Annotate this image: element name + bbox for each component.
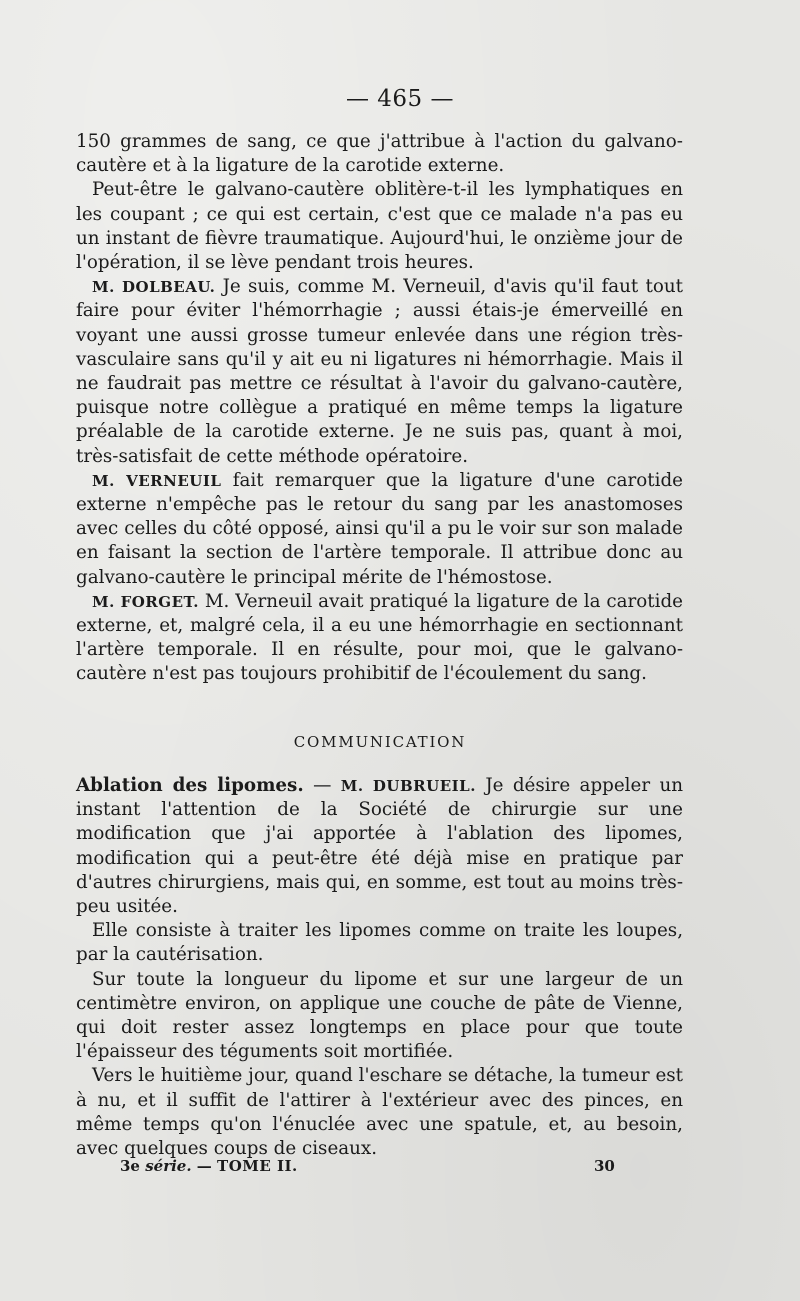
section-heading: COMMUNICATION: [293, 733, 467, 751]
paragraph: Peut-être le galvano-cautère oblitère-t-il les lymphatiques en les coupant ; ce qui est certain, c'est que ce malade n'a pas eu un instant de fièvre traumatique. Aujourd'hui, le onzième jour de l'opération, il se lève pendant trois heures.: [76, 179, 683, 274]
tome-label: TOME II.: [217, 1157, 298, 1175]
series-volume: [120, 1157, 298, 1175]
paragraph: 150 grammes de sang, ce que j'attribue à l'action du galvano-cautère et à la ligature de la carotide externe.: [76, 131, 683, 177]
title-separator: —: [303, 775, 341, 796]
speaker-name: M. VERNEUIL: [92, 471, 222, 490]
speaker-name: M. FORGET.: [92, 592, 199, 611]
paragraph: [76, 774, 683, 919]
paragraph: Elle consiste à traiter les lipomes comme on traite les loupes, par la cautérisation.: [76, 920, 683, 966]
footer-dash: —: [191, 1157, 218, 1175]
paragraph-text: Je désire appeler un instant l'attention de la Société de chirurgie sur une modification que j'ai apportée à l'ablation des lipomes, modification qui a peut-être été déjà mise en pratique par d'autres chirurgiens, mais qui, en somme, est tout au moins très-peu usitée.: [76, 775, 684, 918]
speaker-name: M. DOLBEAU.: [92, 278, 216, 297]
paragraph: [76, 469, 683, 590]
paragraph: [76, 590, 683, 687]
paragraph-text: M. Verneuil avait pratiqué la ligature de la carotide externe, et, malgré cela, il a eu une hémorrhagie en sectionnant l'artère temporale. Il en résulte, pour moi, que le galvano-cautère n'est pas toujours prohibitif de l'écoulement du sang.: [76, 590, 683, 685]
communication-text: [76, 774, 683, 1161]
page-number: — 465 —: [345, 86, 455, 112]
paragraph: [76, 275, 683, 469]
paragraph: Vers le huitième jour, quand l'eschare se détache, la tumeur est à nu, et il suffit de l'attirer à l'extérieur avec des pinces, en même temps qu'on l'énuclée avec une spatule, et, au besoin, avec quelques coups de ciseaux.: [76, 1065, 683, 1160]
discussion-text: [76, 130, 683, 687]
speaker-name: M. DUBRUEIL.: [340, 777, 476, 795]
series-number: 3e: [120, 1157, 140, 1175]
article-title: Ablation des lipomes.: [76, 775, 304, 796]
paragraph-text: fait remarquer que la ligature d'une carotide externe n'empêche pas le retour du sang par les anastomoses avec celles du côté opposé, ainsi qu'il a pu le voir sur son malade en faisant la section de l'artère temporale. Il attribue donc au galvano-cautère le principal mérite de l'hémostose.: [76, 469, 684, 588]
series-word: série.: [145, 1157, 192, 1175]
signature-mark: 30: [594, 1157, 615, 1175]
paragraph: Sur toute la longueur du lipome et sur une largeur de un centimètre environ, on applique une couche de pâte de Vienne, qui doit rester assez longtemps en place pour que toute l'épaisseur des téguments soit mortifiée.: [76, 968, 683, 1063]
paragraph-text: Je suis, comme M. Verneuil, d'avis qu'il faut tout faire pour éviter l'hémorrhagie ; aussi étais-je émerveillé en voyant une aussi grosse tumeur enlevée dans une région très-vasculaire sans qu'il y ait eu ni ligatures ni hémorrhagie. Mais il ne faudrait pas mettre ce résultat à l'avoir du galvano-cautère, puisque notre collègue a pratiqué en même temps la ligature préalable de la carotide externe. Je ne suis pas, quant à moi, très-satisfait de cette méthode opératoire.: [76, 276, 683, 467]
